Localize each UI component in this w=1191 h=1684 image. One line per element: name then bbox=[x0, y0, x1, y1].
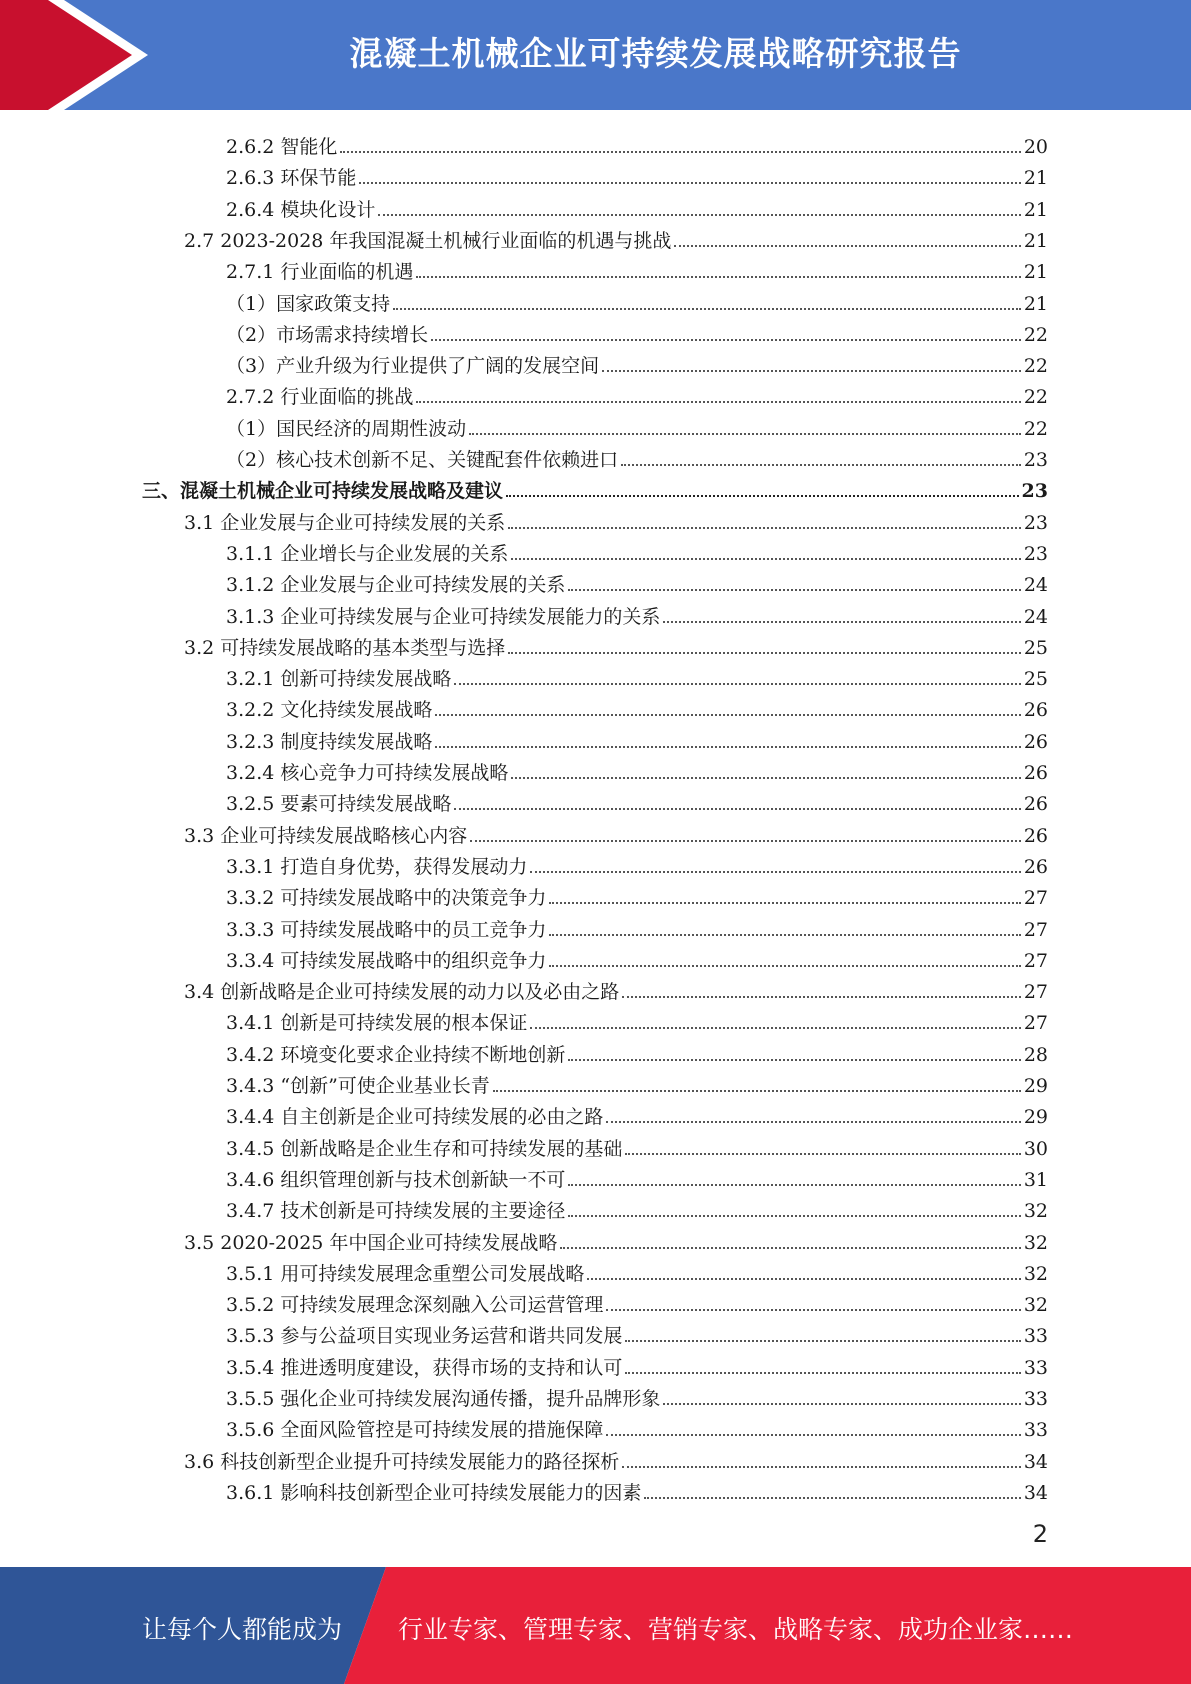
toc-entry-title: （1）国民经济的周期性波动 bbox=[226, 418, 467, 440]
toc-entry[interactable] bbox=[226, 785, 1048, 816]
toc-leader-dots bbox=[416, 276, 1020, 278]
toc-entry-page: 23 bbox=[1023, 512, 1048, 534]
toc-entry[interactable] bbox=[226, 347, 1048, 378]
toc-entry[interactable] bbox=[226, 1192, 1048, 1223]
toc-leader-dots bbox=[625, 1340, 1020, 1342]
toc-entry[interactable] bbox=[226, 566, 1048, 597]
toc-entry-title: 3.5 2020-2025 年中国企业可持续发展战略 bbox=[184, 1232, 558, 1254]
toc-entry-page: 30 bbox=[1023, 1138, 1048, 1160]
toc-entry-page: 21 bbox=[1023, 199, 1048, 221]
toc-entry-page: 27 bbox=[1023, 919, 1048, 941]
toc-entry-page: 33 bbox=[1023, 1357, 1048, 1379]
toc-entry-title: 3.4 创新战略是企业可持续发展的动力以及必由之路 bbox=[184, 981, 620, 1003]
toc-entry-page: 22 bbox=[1023, 386, 1048, 408]
toc-entry[interactable] bbox=[184, 973, 1048, 1004]
toc-entry-page: 22 bbox=[1023, 324, 1048, 346]
toc-entry[interactable] bbox=[226, 1067, 1048, 1098]
toc-leader-dots bbox=[359, 182, 1020, 184]
toc-entry[interactable] bbox=[226, 598, 1048, 629]
toc-entry-title: 3.1 企业发展与企业可持续发展的关系 bbox=[184, 512, 506, 534]
toc-leader-dots bbox=[508, 527, 1021, 529]
toc-entry-page: 20 bbox=[1023, 136, 1048, 158]
toc-leader-dots bbox=[469, 433, 1021, 435]
toc-entry-title: （1）国家政策支持 bbox=[226, 293, 391, 315]
toc-entry-page: 22 bbox=[1023, 355, 1048, 377]
toc-entry-title: 2.7.1 行业面临的机遇 bbox=[226, 261, 414, 283]
toc-entry-page: 23 bbox=[1023, 449, 1048, 471]
report-title: 混凝土机械企业可持续发展战略研究报告 bbox=[349, 34, 962, 73]
toc-entry-title: 3.1.1 企业增长与企业发展的关系 bbox=[226, 543, 509, 565]
toc-leader-dots bbox=[663, 621, 1020, 623]
toc-leader-dots bbox=[674, 245, 1020, 247]
toc-entry-title: 3.5.1 用可持续发展理念重塑公司发展战略 bbox=[226, 1263, 585, 1285]
toc-entry-title: 3.1.3 企业可持续发展与企业可持续发展能力的关系 bbox=[226, 606, 661, 628]
toc-entry[interactable] bbox=[226, 754, 1048, 785]
toc-leader-dots bbox=[625, 1372, 1020, 1374]
toc-leader-dots bbox=[606, 1434, 1020, 1436]
toc-entry[interactable] bbox=[226, 1036, 1048, 1067]
toc-entry-title: （2）核心技术创新不足、关键配套件依赖进口 bbox=[226, 449, 619, 471]
toc-entry[interactable] bbox=[226, 410, 1048, 441]
toc-entry-title: 3.3 企业可持续发展战略核心内容 bbox=[184, 825, 468, 847]
toc-entry-page: 33 bbox=[1023, 1325, 1048, 1347]
toc-entry[interactable] bbox=[184, 1443, 1048, 1474]
toc-entry[interactable] bbox=[142, 472, 1048, 503]
toc-entry-title: 3.2.3 制度持续发展战略 bbox=[226, 731, 433, 753]
toc-entry[interactable] bbox=[226, 1255, 1048, 1286]
toc-entry-page: 25 bbox=[1023, 637, 1048, 659]
toc-entry-title: （3）产业升级为行业提供了广阔的发展空间 bbox=[226, 355, 600, 377]
toc-leader-dots bbox=[378, 214, 1020, 216]
toc-leader-dots bbox=[508, 652, 1021, 654]
header-banner bbox=[0, 0, 1191, 110]
toc-entry-page: 31 bbox=[1023, 1169, 1048, 1191]
toc-entry-title: 3.4.1 创新是可持续发展的根本保证 bbox=[226, 1012, 528, 1034]
toc-entry-page: 32 bbox=[1023, 1263, 1048, 1285]
toc-entry-page: 29 bbox=[1023, 1106, 1048, 1128]
toc-entry-title: 三、混凝土机械企业可持续发展战略及建议 bbox=[142, 480, 504, 502]
toc-leader-dots bbox=[470, 840, 1021, 842]
toc-leader-dots bbox=[622, 996, 1021, 998]
toc-entry-title: 3.2.4 核心竞争力可持续发展战略 bbox=[226, 762, 509, 784]
toc-entry-title: 3.5.6 全面风险管控是可持续发展的措施保障 bbox=[226, 1419, 604, 1441]
toc-leader-dots bbox=[549, 934, 1020, 936]
toc-entry[interactable] bbox=[226, 660, 1048, 691]
toc-leader-dots bbox=[506, 495, 1019, 497]
toc-leader-dots bbox=[416, 401, 1020, 403]
toc-leader-dots bbox=[663, 1403, 1020, 1405]
toc-entry[interactable] bbox=[226, 1317, 1048, 1348]
toc-entry[interactable] bbox=[226, 441, 1048, 472]
toc-entry[interactable] bbox=[226, 1380, 1048, 1411]
toc-entry[interactable] bbox=[226, 1161, 1048, 1192]
toc-entry-page: 34 bbox=[1023, 1482, 1048, 1504]
toc-entry-page: 32 bbox=[1023, 1200, 1048, 1222]
toc-entry-title: 3.4.3 “创新”可使企业基业长青 bbox=[226, 1075, 490, 1097]
toc-entry-page: 26 bbox=[1023, 731, 1048, 753]
toc-entry-page: 27 bbox=[1023, 981, 1048, 1003]
toc-entry-page: 24 bbox=[1023, 606, 1048, 628]
toc-entry[interactable] bbox=[226, 1286, 1048, 1317]
toc-leader-dots bbox=[568, 589, 1020, 591]
toc-leader-dots bbox=[511, 777, 1020, 779]
page-number: 2 bbox=[1032, 1520, 1048, 1548]
toc-leader-dots bbox=[493, 1090, 1021, 1092]
toc-entry-title: 3.4.2 环境变化要求企业持续不断地创新 bbox=[226, 1044, 566, 1066]
toc-entry[interactable] bbox=[226, 285, 1048, 316]
toc-entry-page: 28 bbox=[1023, 1044, 1048, 1066]
toc-entry-title: 2.7 2023-2028 年我国混凝土机械行业面临的机遇与挑战 bbox=[184, 230, 672, 252]
toc-entry-page: 21 bbox=[1023, 261, 1048, 283]
toc-leader-dots bbox=[340, 151, 1020, 153]
toc-leader-dots bbox=[530, 1027, 1020, 1029]
toc-entry[interactable] bbox=[184, 1224, 1048, 1255]
toc-entry-title: 3.5.4 推进透明度建设，获得市场的支持和认可 bbox=[226, 1357, 623, 1379]
toc-entry-title: 3.5.2 可持续发展理念深刻融入公司运营管理 bbox=[226, 1294, 604, 1316]
toc-leader-dots bbox=[549, 965, 1020, 967]
toc-entry-title: 3.4.5 创新战略是企业生存和可持续发展的基础 bbox=[226, 1138, 623, 1160]
footer-slogan-left: 让每个人都能成为 bbox=[142, 1615, 343, 1644]
toc-leader-dots bbox=[622, 1466, 1021, 1468]
footer-banner bbox=[0, 1567, 1191, 1684]
toc-entry-title: 3.6 科技创新型企业提升可持续发展能力的路径探析 bbox=[184, 1451, 620, 1473]
toc-entry-title: 3.2.5 要素可持续发展战略 bbox=[226, 793, 452, 815]
toc-entry-page: 32 bbox=[1023, 1294, 1048, 1316]
toc-entry-page: 25 bbox=[1023, 668, 1048, 690]
toc-entry[interactable] bbox=[226, 911, 1048, 942]
toc-entry-title: 3.5.5 强化企业可持续发展沟通传播，提升品牌形象 bbox=[226, 1388, 661, 1410]
toc-entry[interactable] bbox=[184, 629, 1048, 660]
toc-entry-title: 3.3.3 可持续发展战略中的员工竞争力 bbox=[226, 919, 547, 941]
toc-leader-dots bbox=[606, 1121, 1020, 1123]
toc-entry-page: 29 bbox=[1023, 1075, 1048, 1097]
toc-entry-page: 26 bbox=[1023, 699, 1048, 721]
toc-entry-page: 21 bbox=[1023, 230, 1048, 252]
toc-entry[interactable] bbox=[226, 535, 1048, 566]
toc-entry-page: 21 bbox=[1023, 293, 1048, 315]
toc-entry-page: 27 bbox=[1023, 1012, 1048, 1034]
toc-entry-page: 27 bbox=[1023, 950, 1048, 972]
toc-entry-title: 2.7.2 行业面临的挑战 bbox=[226, 386, 414, 408]
toc-entry-page: 21 bbox=[1023, 167, 1048, 189]
toc-entry-title: 3.2 可持续发展战略的基本类型与选择 bbox=[184, 637, 506, 659]
toc-entry-page: 24 bbox=[1023, 574, 1048, 596]
toc-entry-page: 26 bbox=[1023, 793, 1048, 815]
toc-leader-dots bbox=[435, 714, 1020, 716]
toc-leader-dots bbox=[549, 902, 1020, 904]
toc-entry[interactable] bbox=[226, 1130, 1048, 1161]
toc-entry-page: 33 bbox=[1023, 1388, 1048, 1410]
toc-entry-title: 3.5.3 参与公益项目实现业务运营和谐共同发展 bbox=[226, 1325, 623, 1347]
toc-entry[interactable] bbox=[226, 879, 1048, 910]
toc-leader-dots bbox=[530, 871, 1020, 873]
toc-entry[interactable] bbox=[184, 504, 1048, 535]
toc-leader-dots bbox=[568, 1184, 1020, 1186]
toc-leader-dots bbox=[606, 1309, 1020, 1311]
toc-entry[interactable] bbox=[226, 848, 1048, 879]
toc-entry-page: 34 bbox=[1023, 1451, 1048, 1473]
toc-entry-title: 2.6.4 模块化设计 bbox=[226, 199, 376, 221]
toc-leader-dots bbox=[587, 1278, 1020, 1280]
toc-entry-title: 3.4.6 组织管理创新与技术创新缺一不可 bbox=[226, 1169, 566, 1191]
toc-leader-dots bbox=[454, 808, 1020, 810]
toc-entry-page: 26 bbox=[1023, 825, 1048, 847]
toc-entry-page: 27 bbox=[1023, 887, 1048, 909]
toc-entry[interactable] bbox=[226, 942, 1048, 973]
toc-entry-title: 2.6.3 环保节能 bbox=[226, 167, 357, 189]
toc-leader-dots bbox=[511, 558, 1020, 560]
toc-entry-page: 33 bbox=[1023, 1419, 1048, 1441]
toc-entry-title: 3.1.2 企业发展与企业可持续发展的关系 bbox=[226, 574, 566, 596]
toc-entry-title: 3.4.7 技术创新是可持续发展的主要途径 bbox=[226, 1200, 566, 1222]
toc-leader-dots bbox=[602, 370, 1021, 372]
toc-entry-page: 32 bbox=[1023, 1232, 1048, 1254]
toc-entry[interactable] bbox=[184, 817, 1048, 848]
toc-entry-title: 3.3.2 可持续发展战略中的决策竞争力 bbox=[226, 887, 547, 909]
toc-entry[interactable] bbox=[226, 1349, 1048, 1380]
toc-entry[interactable] bbox=[226, 128, 1048, 159]
toc-entry[interactable] bbox=[226, 691, 1048, 722]
toc-entry[interactable] bbox=[184, 222, 1048, 253]
toc-entry-page: 22 bbox=[1023, 418, 1048, 440]
chevron-arrow-icon bbox=[0, 0, 160, 110]
toc-entry-page: 23 bbox=[1023, 543, 1048, 565]
toc-entry-title: 3.3.4 可持续发展战略中的组织竞争力 bbox=[226, 950, 547, 972]
footer-slogan-right: 行业专家、管理专家、营销专家、战略专家、成功企业家…… bbox=[398, 1615, 1074, 1644]
toc-entry[interactable] bbox=[226, 316, 1048, 347]
toc-entry[interactable] bbox=[226, 191, 1048, 222]
toc-entry-title: 3.2.2 文化持续发展战略 bbox=[226, 699, 433, 721]
toc-leader-dots bbox=[454, 683, 1020, 685]
toc-entry[interactable] bbox=[226, 378, 1048, 409]
toc-entry[interactable] bbox=[226, 253, 1048, 284]
toc-entry-title: （2）市场需求持续增长 bbox=[226, 324, 429, 346]
toc-leader-dots bbox=[435, 746, 1020, 748]
toc-entry-page: 23 bbox=[1021, 480, 1048, 502]
toc-entry-page: 26 bbox=[1023, 762, 1048, 784]
toc-entry[interactable] bbox=[226, 1098, 1048, 1129]
toc-entry[interactable] bbox=[226, 723, 1048, 754]
toc-entry-title: 2.6.2 智能化 bbox=[226, 136, 338, 158]
toc-entry-page: 26 bbox=[1023, 856, 1048, 878]
toc-entry[interactable] bbox=[226, 1474, 1048, 1505]
toc-entry-title: 3.2.1 创新可持续发展战略 bbox=[226, 668, 452, 690]
toc-leader-dots bbox=[621, 464, 1021, 466]
toc-leader-dots bbox=[644, 1497, 1020, 1499]
toc-leader-dots bbox=[560, 1247, 1020, 1249]
toc-leader-dots bbox=[393, 308, 1021, 310]
toc-entry[interactable] bbox=[226, 159, 1048, 190]
toc-leader-dots bbox=[568, 1215, 1020, 1217]
toc-leader-dots bbox=[568, 1059, 1020, 1061]
toc-entry-title: 3.6.1 影响科技创新型企业可持续发展能力的因素 bbox=[226, 1482, 642, 1504]
toc-entry[interactable] bbox=[226, 1004, 1048, 1035]
toc-entry[interactable] bbox=[226, 1411, 1048, 1442]
toc-entry-title: 3.4.4 自主创新是企业可持续发展的必由之路 bbox=[226, 1106, 604, 1128]
toc-leader-dots bbox=[431, 339, 1021, 341]
toc-entry-title: 3.3.1 打造自身优势，获得发展动力 bbox=[226, 856, 528, 878]
toc-leader-dots bbox=[625, 1153, 1020, 1155]
